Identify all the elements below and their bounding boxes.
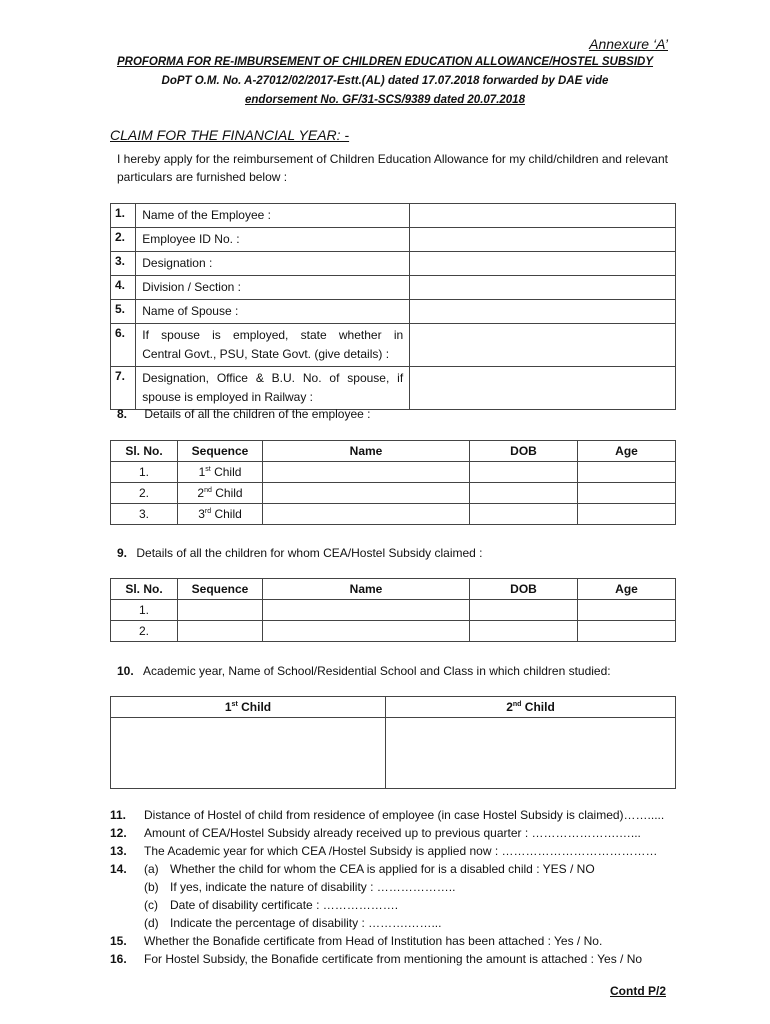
ord: 3 — [198, 507, 205, 521]
sub-label: (a) — [144, 862, 159, 876]
table-row — [111, 600, 676, 621]
dob-cell[interactable] — [470, 600, 578, 621]
col-header: Name — [263, 441, 470, 462]
name-cell[interactable] — [263, 621, 470, 642]
sub-label: (c) — [144, 898, 158, 912]
age-cell[interactable] — [578, 462, 676, 483]
row-number: 7. — [111, 367, 136, 410]
item-14b — [110, 878, 710, 896]
claimed-children-table — [110, 578, 676, 642]
field-label-line: If spouse is employed, state whether in — [142, 328, 404, 342]
children-table — [110, 440, 676, 525]
item-number: 11. — [110, 808, 127, 822]
table-row — [111, 462, 676, 483]
om-reference: DoPT O.M. No. A-27012/02/2017-Estt.(AL) dated 17.07.2018 forwarded by DAE vide — [161, 75, 609, 87]
sequence-cell[interactable] — [178, 600, 263, 621]
row-number: 3. — [111, 252, 136, 276]
table-row — [111, 483, 676, 504]
table-row — [111, 252, 676, 276]
additional-items — [110, 806, 710, 968]
table-row — [111, 300, 676, 324]
child-word: Child — [214, 465, 242, 479]
table-header-row — [111, 697, 676, 718]
item-text: Whether the Bonafide certificate from Head of Institution has been attached : Yes / No. — [144, 934, 603, 948]
item-13 — [110, 842, 710, 860]
dob-cell[interactable] — [470, 483, 578, 504]
age-cell[interactable] — [578, 483, 676, 504]
item-number: 16. — [110, 952, 127, 966]
row-number: 6. — [111, 324, 136, 367]
item-text: Indicate the percentage of disability : ……….……... — [170, 916, 442, 930]
table-row — [111, 228, 676, 252]
dob-cell[interactable] — [470, 504, 578, 525]
item-number: 15. — [110, 934, 127, 948]
name-cell[interactable] — [263, 600, 470, 621]
col-header: Sl. No. — [111, 579, 178, 600]
spouse-employment-field[interactable] — [410, 324, 676, 367]
field-label: Name of the Employee : — [136, 204, 410, 228]
col-header — [111, 697, 386, 718]
ord-suffix: st — [205, 466, 211, 473]
second-child-school-cell[interactable] — [386, 718, 676, 789]
table-row — [111, 718, 676, 789]
school-details-table — [110, 696, 676, 789]
row-number: 2. — [111, 228, 136, 252]
col-header: Sl. No. — [111, 441, 178, 462]
ord-suffix: st — [231, 701, 238, 708]
field-label — [136, 324, 410, 367]
table-row — [111, 204, 676, 228]
dob-cell[interactable] — [470, 462, 578, 483]
item-text: For Hostel Subsidy, the Bonafide certificate from mentioning the amount is attached : Yes / No — [144, 952, 643, 966]
item-14c — [110, 896, 710, 914]
section-number: 8. — [117, 407, 128, 421]
table-header-row — [111, 441, 676, 462]
ord-suffix: nd — [512, 701, 522, 708]
field-label-line: Designation, Office & B.U. No. of spouse, if — [142, 371, 404, 385]
row-number: 4. — [111, 276, 136, 300]
field-label-line: spouse is employed in Railway : — [142, 390, 314, 404]
item-text: Distance of Hostel of child from residence of employee (in case Hostel Subsidy is claimed)……..... — [144, 808, 665, 822]
ord: 2 — [197, 486, 205, 500]
child-word: Child — [241, 700, 272, 714]
row-number: 1. — [111, 204, 136, 228]
item-11 — [110, 806, 710, 824]
field-label-line: Central Govt., PSU, State Govt. (give details) : — [142, 347, 390, 361]
ord: 1 — [198, 465, 206, 479]
age-cell[interactable] — [578, 600, 676, 621]
col-header: DOB — [470, 441, 578, 462]
division-field[interactable] — [410, 276, 676, 300]
designation-field[interactable] — [410, 252, 676, 276]
endorsement-reference: endorsement No. GF/31-SCS/9389 dated 20.07.2018 — [245, 94, 525, 106]
field-label: Employee ID No. : — [136, 228, 410, 252]
sub-label: (d) — [144, 916, 159, 930]
ord-suffix: rd — [204, 508, 212, 515]
spouse-name-field[interactable] — [410, 300, 676, 324]
item-text: If yes, indicate the nature of disability : ……………….. — [170, 880, 456, 894]
sequence-cell — [178, 504, 263, 525]
col-header — [386, 697, 676, 718]
sequence-cell[interactable] — [178, 621, 263, 642]
sub-label: (b) — [144, 880, 159, 894]
ord: 1 — [224, 700, 232, 714]
table-row — [111, 621, 676, 642]
field-label: Designation : — [136, 252, 410, 276]
item-text: Date of disability certificate : ………………. — [170, 898, 399, 912]
age-cell[interactable] — [578, 504, 676, 525]
dob-cell[interactable] — [470, 621, 578, 642]
continued-marker: Contd P/2 — [610, 984, 666, 998]
employee-id-field[interactable] — [410, 228, 676, 252]
annexure-label: Annexure ‘A’ — [589, 36, 668, 52]
section-number: 9. — [117, 546, 128, 560]
section-10-heading — [117, 664, 611, 678]
row-number: 5. — [111, 300, 136, 324]
sl-cell: 1. — [111, 600, 178, 621]
section-8-heading — [117, 407, 370, 421]
col-header: DOB — [470, 579, 578, 600]
field-label: Name of Spouse : — [136, 300, 410, 324]
item-14a — [110, 860, 710, 878]
child-word: Child — [524, 700, 555, 714]
sl-cell: 3. — [111, 504, 178, 525]
col-header: Age — [578, 441, 676, 462]
table-row — [111, 504, 676, 525]
section-number: 10. — [117, 664, 134, 678]
item-number: 14. — [110, 862, 127, 876]
section-text: Academic year, Name of School/Residential School and Class in which children studied: — [143, 664, 611, 678]
sl-cell: 1. — [111, 462, 178, 483]
item-15 — [110, 932, 710, 950]
sl-cell: 2. — [111, 621, 178, 642]
child-word: Child — [214, 507, 242, 521]
table-row — [111, 324, 676, 367]
item-12 — [110, 824, 710, 842]
spacer — [110, 896, 144, 914]
proforma-title: PROFORMA FOR RE-IMBURSEMENT OF CHILDREN EDUCATION ALLOWANCE/HOSTEL SUBSIDY — [116, 56, 654, 68]
employee-details-table — [110, 203, 676, 410]
ord-suffix: nd — [204, 487, 212, 494]
field-label: Division / Section : — [136, 276, 410, 300]
name-cell[interactable] — [263, 462, 470, 483]
section-text: Details of all the children of the employee : — [144, 407, 371, 421]
spacer — [110, 878, 144, 896]
age-cell[interactable] — [578, 621, 676, 642]
table-row — [111, 276, 676, 300]
intro-paragraph: I hereby apply for the reimbursement of Children Education Allowance for my child/children and relevant particulars are furnished below : — [117, 152, 668, 184]
field-label — [136, 367, 410, 410]
item-number: 12. — [110, 826, 127, 840]
item-text: Amount of CEA/Hostel Subsidy already received up to previous quarter : ………………….…... — [144, 826, 641, 840]
item-text: Whether the child for whom the CEA is applied for is a disabled child : YES / NO — [170, 862, 595, 876]
spouse-railway-field[interactable] — [410, 367, 676, 410]
item-14d — [110, 914, 710, 932]
sequence-cell — [178, 483, 263, 504]
col-header: Sequence — [178, 441, 263, 462]
section-text: Details of all the children for whom CEA/Hostel Subsidy claimed : — [136, 546, 483, 560]
col-header: Age — [578, 579, 676, 600]
first-child-school-cell[interactable] — [111, 718, 386, 789]
table-row — [111, 367, 676, 410]
item-number: 13. — [110, 844, 127, 858]
claim-year-title: CLAIM FOR THE FINANCIAL YEAR: - — [110, 127, 350, 143]
sequence-cell — [178, 462, 263, 483]
spacer — [110, 914, 144, 932]
col-header: Sequence — [178, 579, 263, 600]
name-cell[interactable] — [263, 483, 470, 504]
ord: 2 — [506, 700, 513, 714]
col-header: Name — [263, 579, 470, 600]
employee-name-field[interactable] — [410, 204, 676, 228]
section-9-heading — [117, 546, 483, 560]
sl-cell: 2. — [111, 483, 178, 504]
item-text: The Academic year for which CEA /Hostel Subsidy is applied now : ………………………………… — [144, 844, 658, 858]
name-cell[interactable] — [263, 504, 470, 525]
table-header-row — [111, 579, 676, 600]
child-word: Child — [215, 486, 243, 500]
item-16 — [110, 950, 710, 968]
